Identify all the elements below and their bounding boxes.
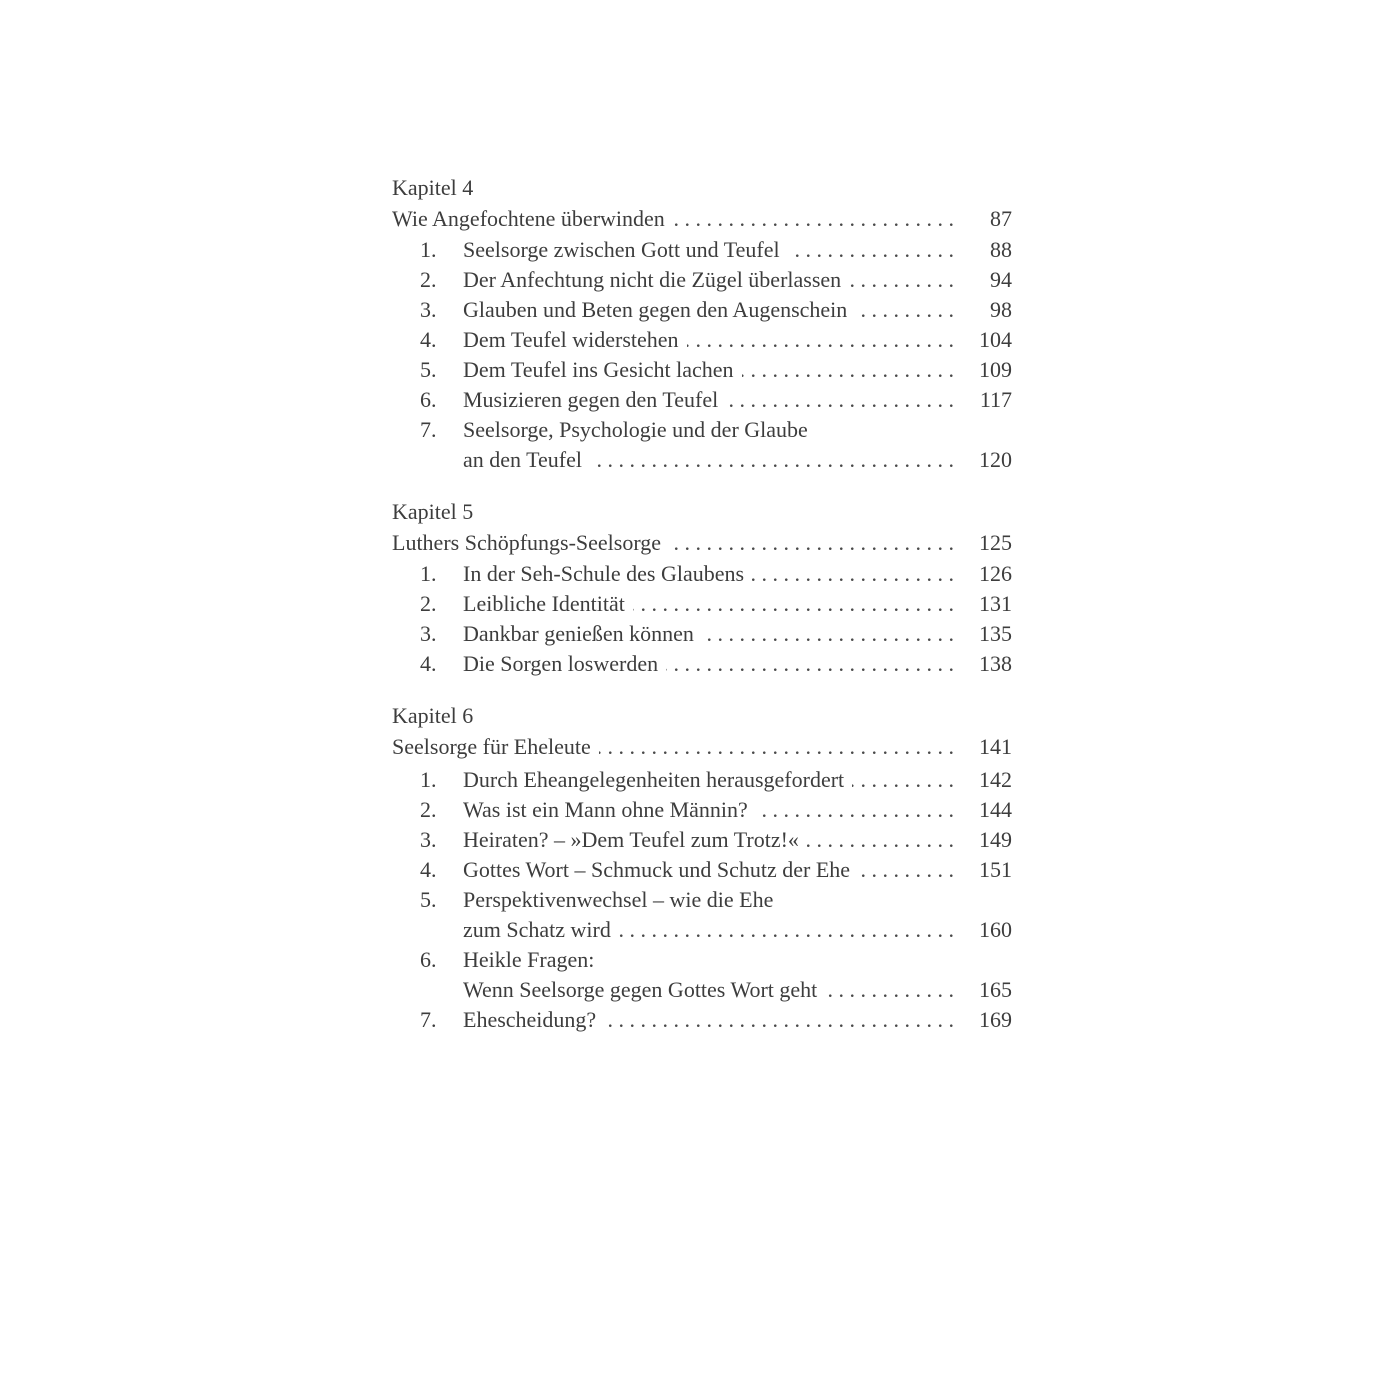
chapter-label: Kapitel 5: [392, 499, 474, 524]
entry-number: 3.: [420, 827, 437, 852]
toc-entry-line[interactable]: [392, 559, 1012, 589]
entry-title: Durch Eheangelegenheiten herausgefordert: [463, 767, 852, 792]
page-number: 98: [990, 297, 1012, 322]
entry-number: 2.: [420, 797, 437, 822]
chapter-title: Seelsorge für Eheleute: [392, 734, 599, 759]
chapter-label: Kapitel 6: [392, 703, 474, 728]
entry-number: 1.: [420, 561, 437, 586]
entry-title: Dem Teufel widerstehen: [463, 327, 687, 352]
page-number: 88: [990, 237, 1012, 262]
entry-title: In der Seh-Schule des Glaubens: [463, 561, 752, 586]
toc-entry-line[interactable]: [392, 649, 1012, 679]
toc-entry-line[interactable]: [392, 235, 1012, 265]
toc-entry-line[interactable]: [392, 855, 1012, 885]
entry-number: 7.: [420, 417, 437, 442]
entry-title: Dankbar genießen können: [463, 621, 702, 646]
toc-entry-line[interactable]: [392, 825, 1012, 855]
page-number: 104: [979, 327, 1012, 352]
entry-number: 7.: [420, 1007, 437, 1032]
page-number: 126: [979, 561, 1012, 586]
entry-number: 1.: [420, 767, 437, 792]
toc-entry-line[interactable]: [392, 1005, 1012, 1035]
entry-number: 4.: [420, 651, 437, 676]
entry-title: an den Teufel: [463, 447, 590, 472]
entry-number: 4.: [420, 857, 437, 882]
chapter-title-line[interactable]: [392, 203, 1012, 235]
entry-number: 3.: [420, 297, 437, 322]
entry-number: 3.: [420, 621, 437, 646]
entry-title: Musizieren gegen den Teufel: [463, 387, 726, 412]
chapter-section: [392, 173, 1012, 475]
chapter-section: [392, 497, 1012, 679]
table-of-contents: [392, 173, 1012, 1057]
entry-title: Seelsorge zwischen Gott und Teufel: [463, 237, 788, 262]
page-number: 141: [979, 734, 1012, 759]
page-number: 160: [979, 917, 1012, 942]
toc-entry-line[interactable]: [392, 295, 1012, 325]
toc-entry-line[interactable]: [392, 765, 1012, 795]
page-number: 135: [979, 621, 1012, 646]
page-number: 117: [979, 387, 1012, 412]
page-number: 120: [979, 447, 1012, 472]
entry-title: Die Sorgen loswerden: [463, 651, 666, 676]
toc-entry-line[interactable]: [392, 915, 1012, 945]
page-number: 138: [979, 651, 1012, 676]
chapter-title: Wie Angefochtene überwinden: [392, 206, 673, 231]
toc-entry-line: [392, 885, 1012, 915]
toc-entry-line: [392, 945, 1012, 975]
toc-entry-line[interactable]: [392, 445, 1012, 475]
page-number: 151: [979, 857, 1012, 882]
entry-number: 4.: [420, 327, 437, 352]
entry-title: Dem Teufel ins Gesicht lachen: [463, 357, 742, 382]
entry-title: Gottes Wort – Schmuck und Schutz der Ehe: [463, 857, 858, 882]
toc-entry-line[interactable]: [392, 589, 1012, 619]
entry-title: Heikle Fragen:: [463, 947, 602, 972]
chapter-section: [392, 701, 1012, 1035]
entry-title: Heiraten? – »Dem Teufel zum Trotz!«: [463, 827, 807, 852]
page-number: 87: [990, 206, 1012, 231]
toc-entry-line: [392, 415, 1012, 445]
toc-entry-line[interactable]: [392, 355, 1012, 385]
page-number: 142: [979, 767, 1012, 792]
entry-title: Wenn Seelsorge gegen Gottes Wort geht: [463, 977, 825, 1002]
toc-entry-line[interactable]: [392, 325, 1012, 355]
entry-number: 1.: [420, 237, 437, 262]
chapter-label: Kapitel 4: [392, 175, 474, 200]
page-number: 94: [990, 267, 1012, 292]
entry-number: 2.: [420, 591, 437, 616]
entry-number: 6.: [420, 387, 437, 412]
page-number: 165: [979, 977, 1012, 1002]
entry-title: Leibliche Identität: [463, 591, 633, 616]
toc-entry-line[interactable]: [392, 795, 1012, 825]
entry-number: 2.: [420, 267, 437, 292]
page-number: 109: [979, 357, 1012, 382]
toc-entry-line[interactable]: [392, 619, 1012, 649]
toc-entry-line[interactable]: [392, 385, 1012, 415]
entry-title: Seelsorge, Psychologie und der Glaube: [463, 417, 816, 442]
entry-number: 6.: [420, 947, 437, 972]
chapter-title-line[interactable]: [392, 527, 1012, 559]
toc-entry-line[interactable]: [392, 265, 1012, 295]
toc-entry-line[interactable]: [392, 975, 1012, 1005]
entry-title: Der Anfechtung nicht die Zügel überlassen: [463, 267, 849, 292]
entry-title: zum Schatz wird: [463, 917, 619, 942]
chapter-title-line[interactable]: [392, 731, 1012, 763]
page-number: 144: [979, 797, 1012, 822]
entry-title: Perspektivenwechsel – wie die Ehe: [463, 887, 781, 912]
page-number: 169: [979, 1007, 1012, 1032]
entry-number: 5.: [420, 357, 437, 382]
entry-title: Ehescheidung?: [463, 1007, 604, 1032]
chapter-title: Luthers Schöpfungs-Seelsorge: [392, 530, 669, 555]
page-number: 149: [979, 827, 1012, 852]
entry-number: 5.: [420, 887, 437, 912]
entry-title: Was ist ein Mann ohne Männin?: [463, 797, 756, 822]
page-number: 131: [979, 591, 1012, 616]
page-number: 125: [979, 530, 1012, 555]
entry-title: Glauben und Beten gegen den Augenschein: [463, 297, 855, 322]
